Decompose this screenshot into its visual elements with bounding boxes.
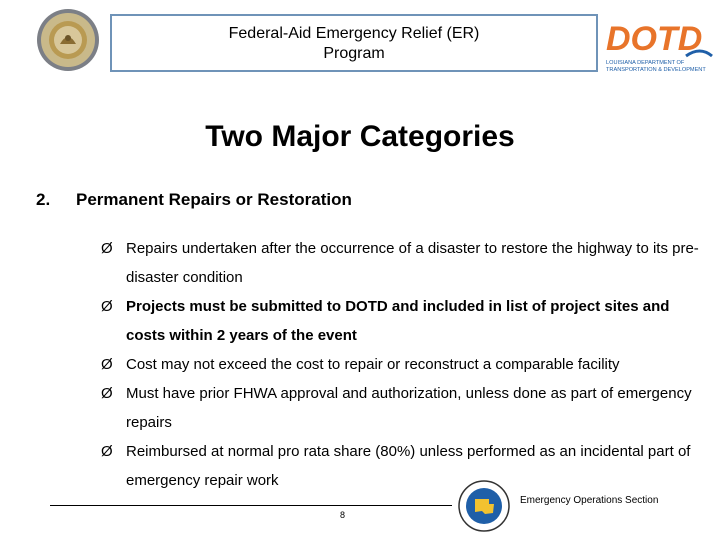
- bullet-text: Repairs undertaken after the occurrence of a disaster to restore the highway to its pre-disaster condition: [126, 240, 699, 286]
- title-box: [110, 14, 598, 72]
- bullet-text: Cost may not exceed the cost to repair or reconstruct a comparable facility: [126, 356, 620, 373]
- title-line-2: Program: [323, 45, 385, 62]
- footer-divider: [50, 505, 452, 506]
- bullet-list: [101, 234, 701, 495]
- bullet-item: [101, 292, 701, 350]
- bullet-text: Projects must be submitted to DOTD and included in list of project sites and costs within 2 years of the event: [126, 298, 670, 344]
- state-seal-icon: [36, 8, 100, 72]
- page-heading: Two Major Categories: [205, 120, 515, 153]
- section-title: Permanent Repairs or Restoration: [76, 190, 352, 209]
- dotd-logo-subtext-1: LOUISIANA DEPARTMENT OF: [606, 60, 685, 66]
- page-number: 8: [340, 510, 346, 520]
- dotd-logo-subtext-2: TRANSPORTATION & DEVELOPMENT: [606, 67, 706, 73]
- emergency-operations-badge-icon: [458, 480, 510, 532]
- footer-section-name: Emergency Operations Section: [520, 495, 659, 506]
- bullet-item: [101, 234, 701, 292]
- bullet-arrow-icon: Ø: [101, 298, 113, 315]
- bullet-item: [101, 379, 701, 437]
- title-line-1: Federal-Aid Emergency Relief (ER): [228, 25, 480, 42]
- bullet-text: Must have prior FHWA approval and authorization, unless done as part of emergency repairs: [126, 385, 692, 431]
- dotd-logo: [604, 12, 714, 78]
- section-number: 2.: [36, 190, 51, 209]
- dotd-logo-text: DOTD: [606, 20, 703, 58]
- bullet-arrow-icon: Ø: [101, 385, 113, 402]
- bullet-item: [101, 437, 701, 495]
- bullet-arrow-icon: Ø: [101, 356, 113, 373]
- bullet-item: [101, 350, 701, 379]
- bullet-arrow-icon: Ø: [101, 240, 113, 257]
- bullet-text: Reimbursed at normal pro rata share (80%) unless performed as an incidental part of emergency repair work: [126, 443, 691, 489]
- bullet-arrow-icon: Ø: [101, 443, 113, 460]
